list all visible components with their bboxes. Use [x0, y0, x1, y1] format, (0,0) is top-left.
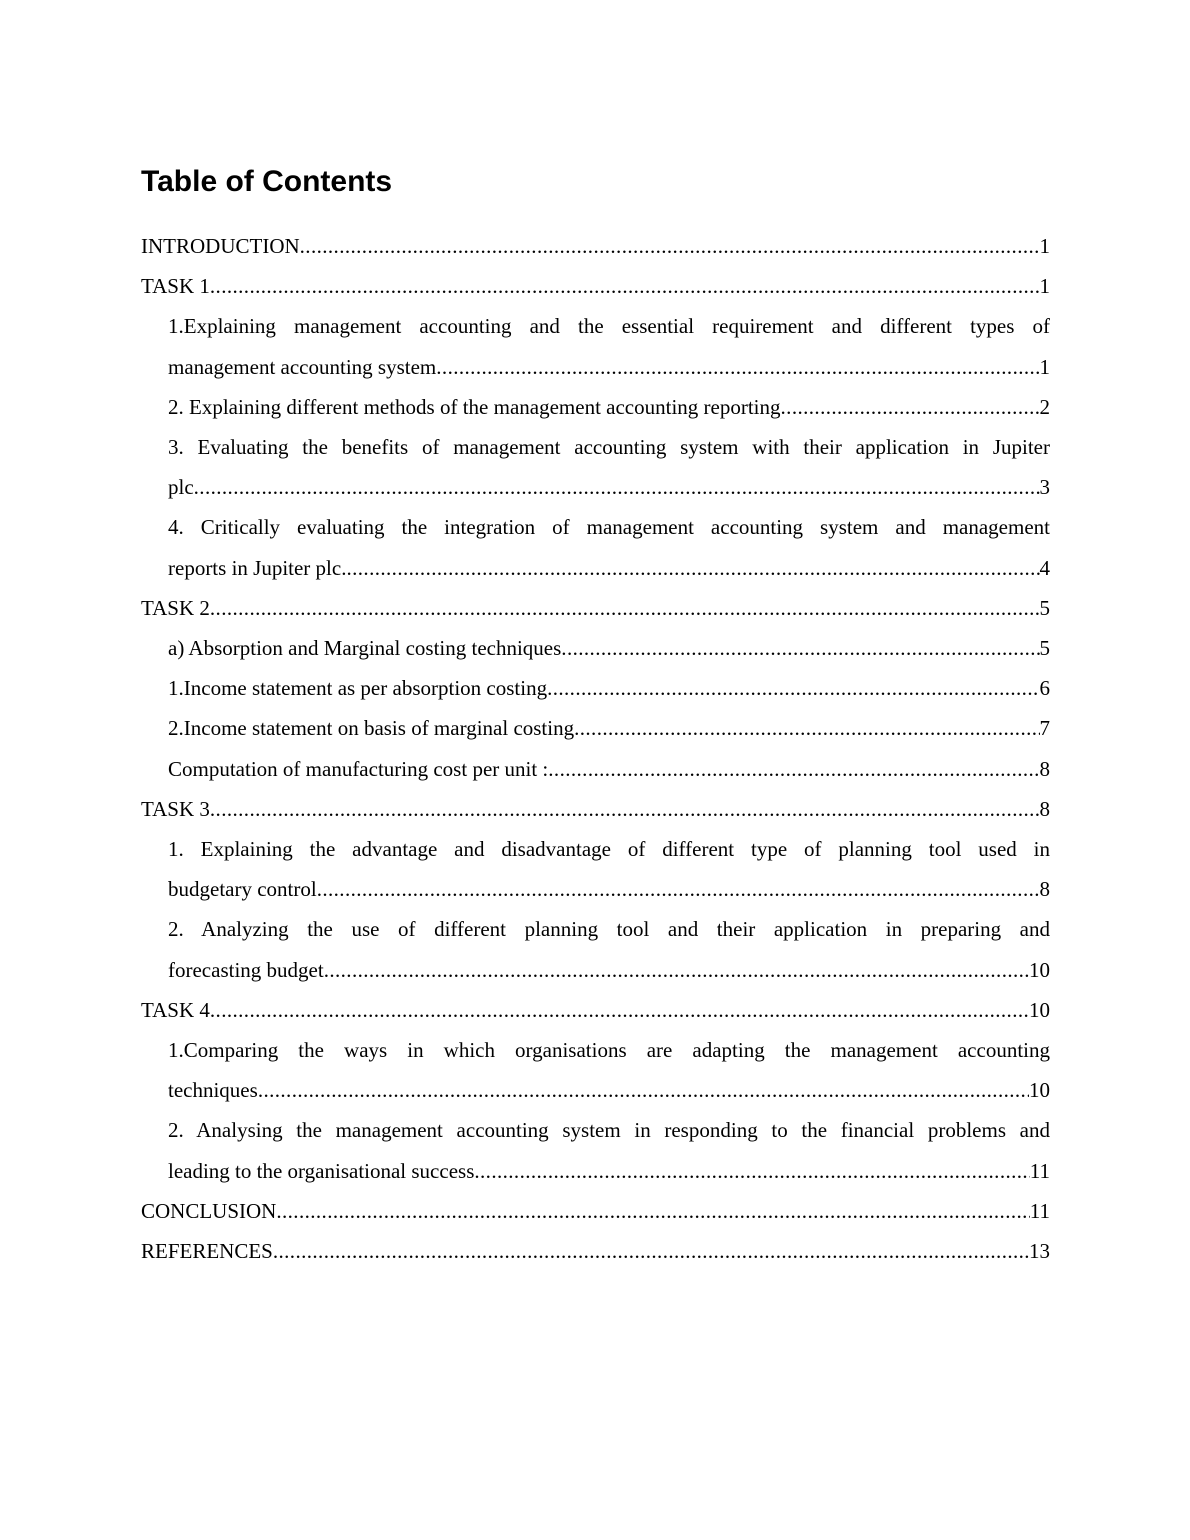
toc-entry[interactable] [141, 708, 1050, 748]
toc-page-number: 3 [1039, 475, 1050, 500]
toc-entry[interactable] [141, 909, 1050, 989]
toc-entry-row [141, 588, 1050, 628]
toc-entry-text-line: 4. Critically evaluating the integration of management accounting system and management [168, 515, 1050, 540]
toc-page-number: 7 [1039, 716, 1050, 741]
toc-page-number: 2 [1039, 394, 1050, 419]
toc-page-number: 5 [1039, 636, 1050, 661]
toc-entry[interactable] [141, 1110, 1050, 1190]
toc-entry-text: 2. Explaining different methods of the management accounting reporting [168, 394, 781, 419]
toc-entry-row [168, 347, 1050, 387]
toc-entry[interactable] [141, 306, 1050, 386]
toc-dot-leader [194, 467, 1040, 507]
toc-page-number: 11 [1029, 1158, 1050, 1183]
toc-entry-text-line: 1.Explaining management accounting and the essential requirement and different types of [168, 314, 1050, 339]
toc-entry-row [168, 1070, 1050, 1110]
toc-entry-row [168, 387, 1050, 427]
toc-page-number: 10 [1029, 997, 1050, 1022]
toc-entry-text: plc [168, 475, 194, 500]
toc-page-number: 11 [1029, 1198, 1050, 1223]
toc-entry-text-line: 1. Explaining the advantage and disadvantage of different type of planning tool used in [168, 837, 1050, 862]
toc-entry-text: management accounting system [168, 354, 437, 379]
toc-entry[interactable] [141, 1231, 1050, 1271]
toc-dot-leader [276, 1191, 1029, 1231]
toc-dot-leader [210, 990, 1029, 1030]
toc-page-number: 8 [1039, 756, 1050, 781]
toc-page-number: 1 [1039, 354, 1050, 379]
toc-dot-leader [300, 226, 1040, 266]
toc-entry-row [168, 1151, 1050, 1191]
toc-entry-text: TASK 4 [141, 997, 210, 1022]
toc-dot-leader [210, 588, 1040, 628]
toc-entry-row [141, 266, 1050, 306]
toc-entry[interactable] [141, 628, 1050, 668]
toc-entry-row [141, 990, 1050, 1030]
toc-dot-leader [781, 387, 1040, 427]
toc-dot-leader [210, 266, 1040, 306]
toc-dot-leader [561, 628, 1039, 668]
toc-entry-text: forecasting budget [168, 957, 324, 982]
document-page [141, 160, 1050, 1271]
toc-entry-row [168, 628, 1050, 668]
toc-dot-leader [317, 869, 1040, 909]
toc-entry-text: 2.Income statement on basis of marginal costing [168, 716, 575, 741]
toc-page-number: 10 [1029, 1078, 1050, 1103]
toc-entry-row [141, 1191, 1050, 1231]
toc-page-number: 8 [1039, 796, 1050, 821]
toc-entry[interactable] [141, 226, 1050, 266]
toc-dot-leader [210, 789, 1040, 829]
toc-page-number: 8 [1039, 877, 1050, 902]
toc-entry-row [141, 226, 1050, 266]
toc-dot-leader [436, 347, 1039, 387]
toc-page-number: 5 [1039, 595, 1050, 620]
toc-page-number: 1 [1039, 234, 1050, 258]
toc-page-number: 1 [1039, 274, 1050, 299]
toc-dot-leader [258, 1070, 1029, 1110]
toc-dot-leader [324, 950, 1029, 990]
toc-entry-text: TASK 3 [141, 796, 210, 821]
toc-entry-row [168, 950, 1050, 990]
toc-entry-text: Computation of manufacturing cost per unit : [168, 756, 549, 781]
toc-dot-leader [273, 1231, 1029, 1271]
toc-dot-leader [346, 548, 1039, 588]
toc-title: Table of Contents [141, 165, 393, 198]
toc-dot-leader [574, 708, 1039, 748]
toc-page-number: 13 [1029, 1239, 1050, 1264]
toc-page-number: 10 [1029, 957, 1050, 982]
toc-dot-leader [548, 749, 1039, 789]
toc-entry-row [168, 467, 1050, 507]
toc-entry[interactable] [141, 588, 1050, 628]
toc-entry[interactable] [141, 1191, 1050, 1231]
toc-entry-text: leading to the organisational success [168, 1158, 475, 1183]
toc-entry[interactable] [141, 1030, 1050, 1110]
toc-entry-text: techniques [168, 1078, 258, 1103]
toc-entry-row [141, 789, 1050, 829]
toc-entry-row [168, 668, 1050, 708]
toc-entry-text: INTRODUCTION [141, 234, 300, 258]
toc-page-number: 6 [1039, 676, 1050, 701]
toc-entry[interactable] [141, 427, 1050, 507]
toc-entry[interactable] [141, 387, 1050, 427]
toc-entry[interactable] [141, 507, 1050, 587]
toc-list [141, 226, 1050, 1271]
toc-entry-text: budgetary control [168, 877, 317, 902]
toc-entry[interactable] [141, 789, 1050, 829]
toc-entry-text: CONCLUSION [141, 1198, 277, 1223]
toc-entry-row [168, 708, 1050, 748]
toc-entry-text: a) Absorption and Marginal costing techniques [168, 636, 562, 661]
toc-entry-row [168, 869, 1050, 909]
toc-entry[interactable] [141, 266, 1050, 306]
toc-entry-text-line: 2. Analysing the management accounting system in responding to the financial problems and [168, 1118, 1050, 1143]
toc-entry[interactable] [141, 829, 1050, 909]
toc-entry-row [141, 1231, 1050, 1271]
toc-entry-row [168, 548, 1050, 588]
toc-entry-text: reports in Jupiter plc. [168, 555, 347, 580]
toc-entry-text: TASK 1 [141, 274, 210, 299]
toc-entry-text-line: 1.Comparing the ways in which organisations are adapting the management accounting [168, 1038, 1050, 1063]
toc-entry[interactable] [141, 749, 1050, 789]
toc-entry[interactable] [141, 990, 1050, 1030]
toc-entry[interactable] [141, 668, 1050, 708]
toc-dot-leader [547, 668, 1039, 708]
toc-entry-text: TASK 2 [141, 595, 210, 620]
toc-dot-leader [474, 1151, 1029, 1191]
toc-entry-text-line: 2. Analyzing the use of different planning tool and their application in preparing and [168, 917, 1050, 942]
toc-entry-text-line: 3. Evaluating the benefits of management accounting system with their application in Jupiter [168, 435, 1050, 460]
toc-entry-text: 1.Income statement as per absorption costing [168, 676, 548, 701]
toc-entry-row [168, 749, 1050, 789]
toc-page-number: 4 [1039, 555, 1050, 580]
toc-entry-text: REFERENCES [141, 1239, 273, 1264]
